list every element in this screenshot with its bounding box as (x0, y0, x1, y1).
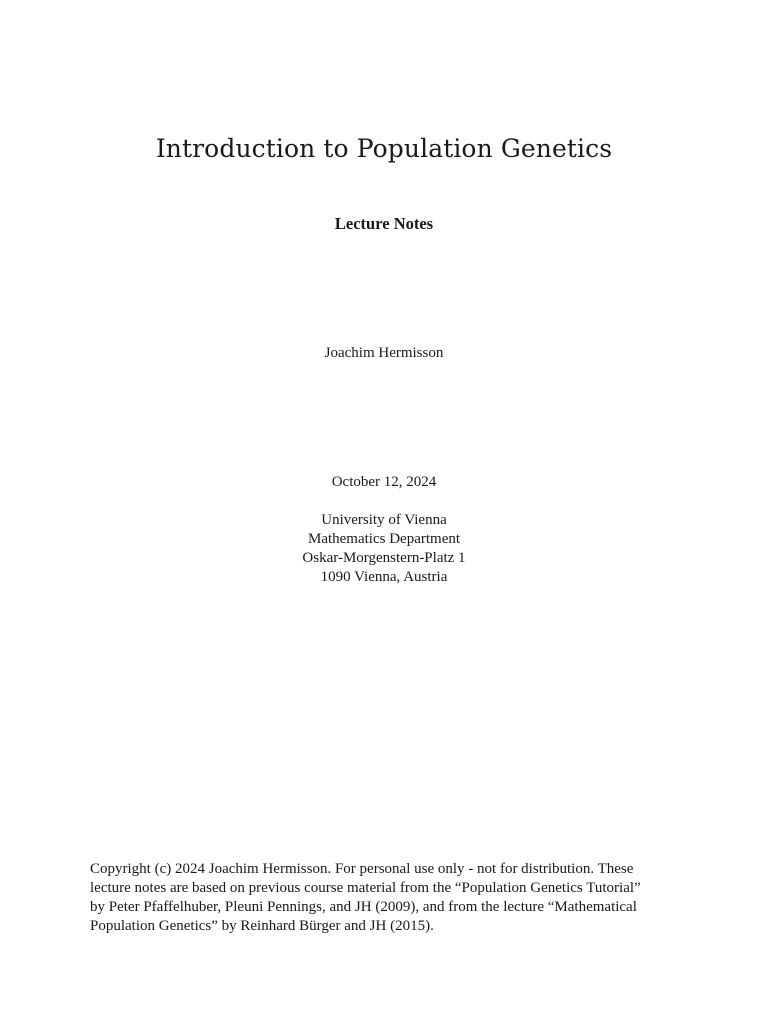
affiliation-line-department: Mathematics Department (307, 531, 461, 547)
copyright-notice (90, 860, 670, 936)
copyright-line: Population Genetics” by Reinhard Bürger and JH (2015). (90, 918, 434, 934)
copyright-line: by Peter Pfaffelhuber, Pleuni Pennings, and JH (2009), and from the lecture “Mathematical (90, 899, 637, 915)
copyright-line: Copyright (c) 2024 Joachim Hermisson. For personal use only - not for distribution. These (90, 861, 634, 877)
affiliation-block (0, 511, 768, 587)
author-name: Joachim Hermisson (324, 345, 444, 361)
affiliation-line-city: 1090 Vienna, Austria (320, 569, 448, 585)
document-date: October 12, 2024 (331, 474, 437, 490)
document-subtitle: Lecture Notes (334, 214, 434, 233)
document-title: Introduction to Population Genetics (155, 134, 613, 163)
affiliation-line-university: University of Vienna (321, 512, 447, 528)
copyright-line: lecture notes are based on previous course material from the “Population Genetics Tutorial” (90, 880, 641, 896)
affiliation-line-street: Oskar-Morgenstern-Platz 1 (302, 550, 466, 566)
